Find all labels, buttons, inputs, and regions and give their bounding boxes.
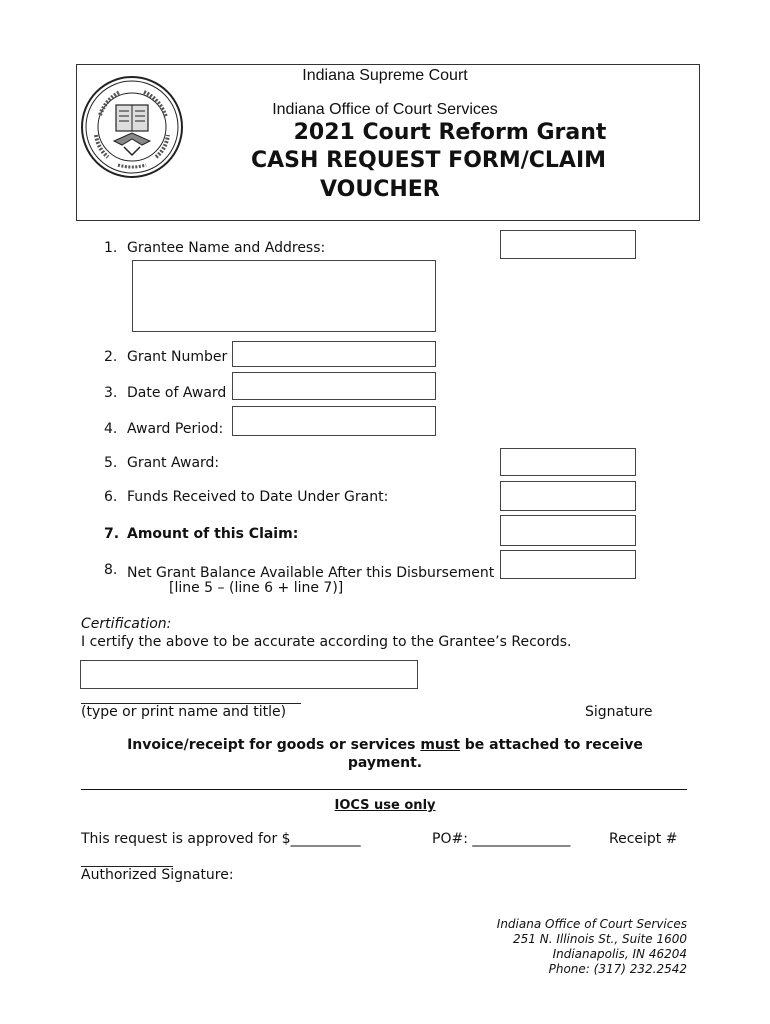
item-8-label: Net Grant Balance Available After this Disbursement [127,565,495,581]
item-4-label: Award Period: [127,421,224,437]
attachment-notice-line1 [0,737,770,753]
amount-of-claim-field[interactable] [500,515,636,546]
item-5-label: Grant Award: [127,455,220,471]
court-name: Indiana Supreme Court [302,67,468,84]
footer-office: Indiana Office of Court Services [496,917,687,931]
item-8-label-clip [127,562,500,581]
receipt-number-label: Receipt # [609,831,678,847]
net-grant-balance-field[interactable] [500,550,636,579]
certification-text: I certify the above to be accurate according to the Grantee’s Records. [81,634,572,650]
grantee-name-address-field[interactable] [132,260,436,332]
certification-heading: Certification: [81,616,172,632]
authorized-signature-label: Authorized Signature: [81,867,234,883]
date-of-award-field[interactable] [232,372,436,400]
item-1-label: Grantee Name and Address: [127,240,326,256]
notice-emphasis: must [420,737,460,753]
item-2-label: Grant Number [127,349,228,365]
funds-received-field[interactable] [500,481,636,511]
grant-number-field[interactable] [232,341,436,367]
footer-address [497,917,687,977]
office-name: Indiana Office of Court Services [272,101,498,118]
footer-phone: Phone: (317) 232.2542 [548,962,687,976]
item-3-number: 3. [104,385,118,401]
grant-award-field[interactable] [500,448,636,476]
attachment-notice-line2: payment. [347,755,423,771]
item-4-number: 4. [104,421,118,437]
top-right-field[interactable] [500,230,636,259]
item-7-label: Amount of this Claim: [127,526,299,542]
po-number-label: PO#: ______________ [432,831,571,847]
name-title-field[interactable] [80,660,418,689]
name-title-label: (type or print name and title) [81,704,287,720]
iocs-heading: IOCS use only [334,798,436,813]
item-7-number: 7. [104,526,120,542]
notice-text-2: be attached to receive [459,737,643,753]
award-period-field[interactable] [232,406,436,436]
form-title-line1: CASH REQUEST FORM/CLAIM [251,148,607,173]
footer-street: 251 N. Illinois St., Suite 1600 [513,932,687,946]
section-divider [81,789,687,790]
grant-title: 2021 Court Reform Grant [293,120,607,145]
form-title-line2: VOUCHER [320,177,440,202]
balance-formula: [line 5 – (line 6 + line 7)] [169,580,344,596]
item-2-number: 2. [104,349,118,365]
footer-city: Indianapolis, IN 46204 [552,947,687,961]
approved-amount-label: This request is approved for $__________ [81,831,361,847]
indiana-supreme-court-seal-icon [80,75,184,179]
item-8-number: 8. [104,562,118,578]
item-3-label: Date of Award [127,385,227,401]
item-1-number: 1. [104,240,118,256]
item-6-label: Funds Received to Date Under Grant: [127,489,389,505]
item-6-number: 6. [104,489,118,505]
item-5-number: 5. [104,455,118,471]
signature-label: Signature [585,704,653,720]
notice-text-1: Invoice/receipt for goods or services [127,737,421,753]
